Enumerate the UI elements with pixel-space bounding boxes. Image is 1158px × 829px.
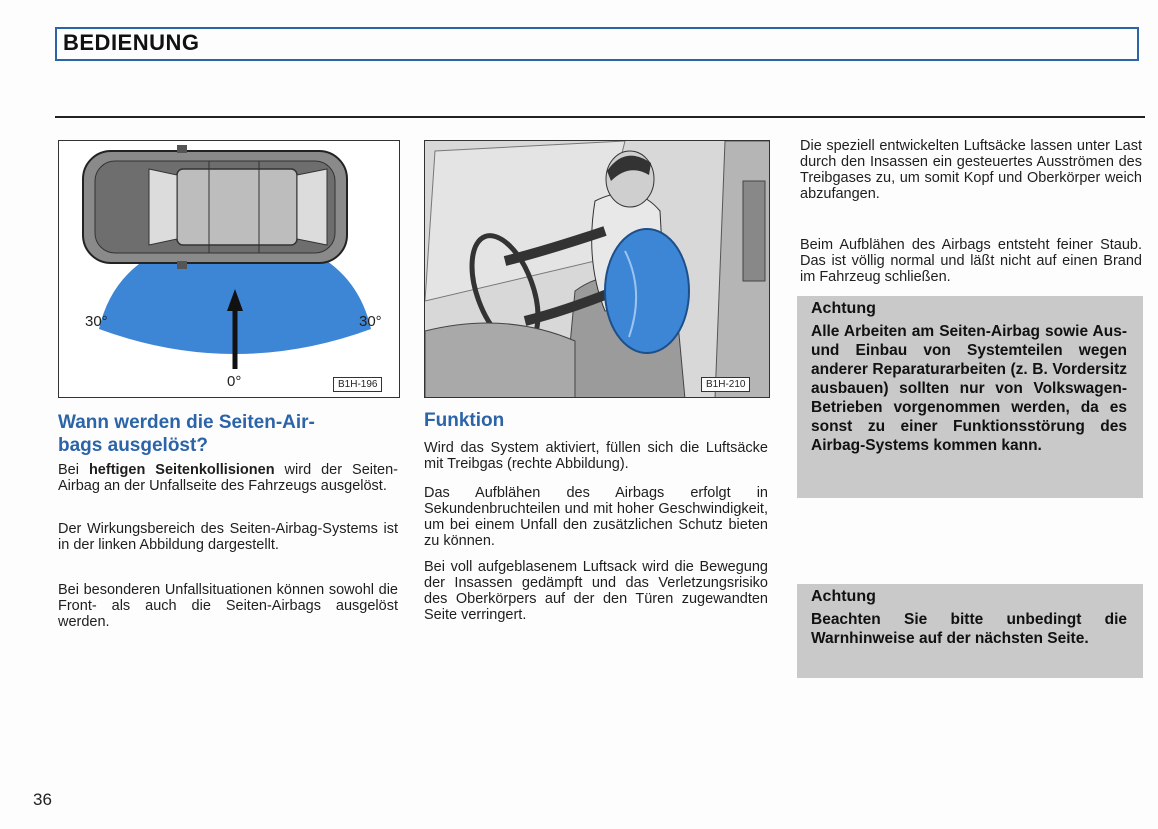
figure-code-right: B1H-210: [701, 377, 750, 392]
paragraph-col1-3: Bei besonderen Unfallsituationen können sowohl die Front- als auch die Seiten-Airbags ausgelöst werden.: [58, 582, 398, 630]
paragraph-col1-2: Der Wirkungsbereich des Seiten-Airbag-Systems ist in der linken Abbildung dargestellt.: [58, 521, 398, 553]
warning-box-2: [797, 584, 1143, 678]
angle-left-label: 30°: [85, 313, 108, 330]
section-title: BEDIENUNG: [63, 30, 200, 55]
warning-text-1: Alle Arbeiten am Seiten-Airbag sowie Aus- und Einbau von Systemteilen wegen anderer Reparaturarbeiten (z. B. Vordersitz ausbauen) sollten nur von Volkswagen-Betrieben vorgenommen werden, da es sonst zu einer Funktionsstörung des Airbag-Systems kommen kann.: [811, 323, 1127, 454]
warning-title-2: Achtung: [811, 588, 876, 605]
page-number: 36: [33, 790, 52, 809]
warning-text-2: Beachten Sie bitte unbedingt die Warnhinweise auf der nächsten Seite.: [811, 611, 1127, 647]
header-rule: [55, 116, 1145, 118]
heading-when-triggered: Wann werden die Seiten-Air- bags ausgelöst?: [58, 412, 315, 456]
warning-box-1: [797, 296, 1143, 498]
paragraph-col2-2: Das Aufblähen des Airbags erfolgt in Sekundenbruchteilen und mit hoher Geschwindigkeit, um bei einem Unfall den zusätzlichen Schutz bieten zu können.: [424, 485, 768, 549]
airbag-deployed-illustration: [425, 141, 770, 398]
paragraph-col1-1: Bei heftigen Seitenkollisionen wird der Seiten-Airbag an der Unfallseite des Fahrzeugs ausgelöst.: [58, 462, 398, 494]
paragraph-col2-1: Wird das System aktiviert, füllen sich die Luftsäcke mit Treibgas (rechte Abbildung).: [424, 440, 768, 472]
heading-function: Funktion: [424, 410, 505, 431]
paragraph-col3-2: Beim Aufblähen des Airbags entsteht feiner Staub. Das ist völlig normal und läßt nicht auf einen Brand im Fahrzeug schließen.: [800, 237, 1142, 285]
figure-airbag-deployed: [424, 140, 770, 398]
paragraph-col3-1: Die speziell entwickelten Luftsäcke lassen unter Last durch den Insassen ein gesteuertes Ausströmen des Treibgases zu, um somit Kopf und Oberkörper weich abzufangen.: [800, 138, 1142, 202]
angle-right-label: 30°: [359, 313, 382, 330]
figure-code-left: B1H-196: [333, 377, 382, 392]
car-topview-illustration: [59, 141, 400, 398]
warning-title-1: Achtung: [811, 300, 876, 317]
paragraph-col2-3: Bei voll aufgeblasenem Luftsack wird die Bewegung der Insassen gedämpft und das Verletzungsrisiko des Oberkörpers auf der den Türen zugewandten Seite verringert.: [424, 559, 768, 623]
section-header: [55, 27, 1139, 61]
figure-car-topview: [58, 140, 400, 398]
angle-center-label: 0°: [227, 373, 242, 390]
